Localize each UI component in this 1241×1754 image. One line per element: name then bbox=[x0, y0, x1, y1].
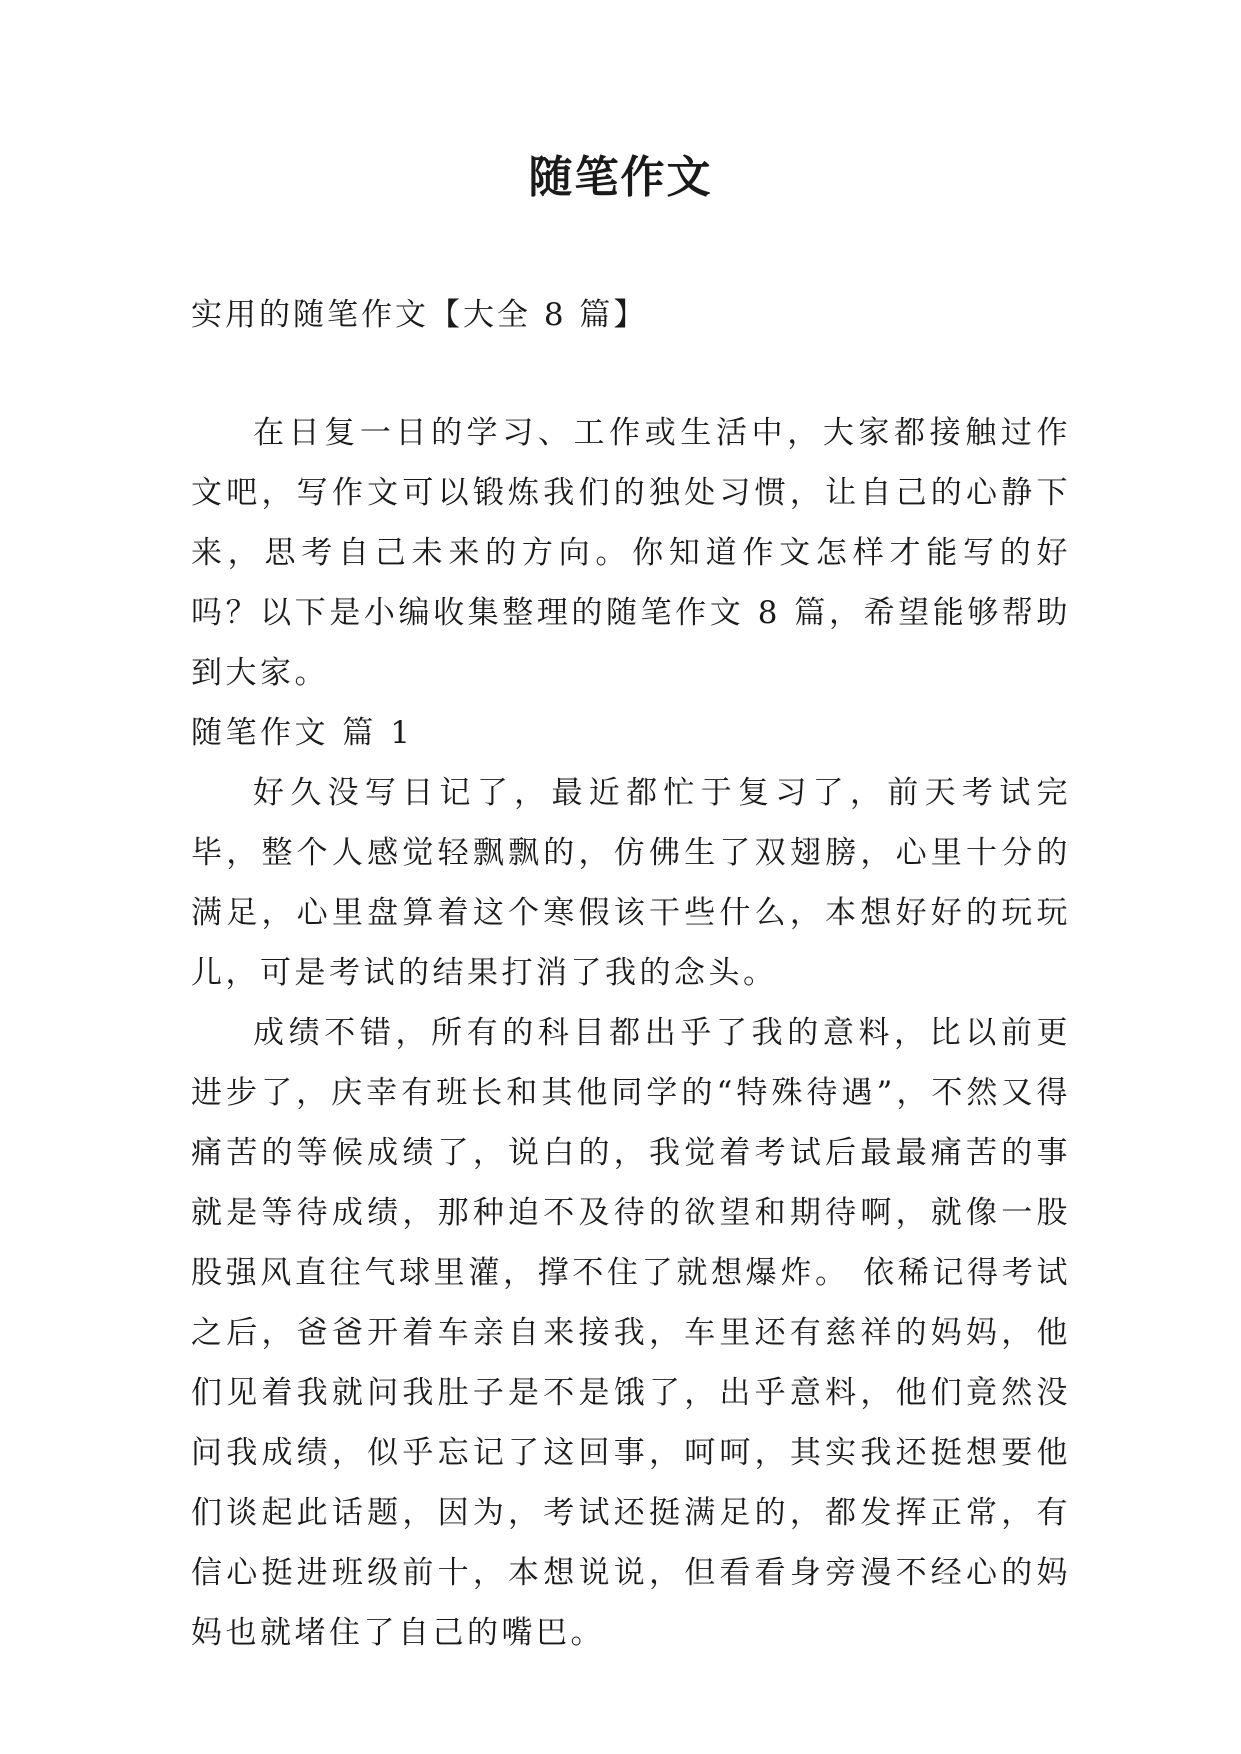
intro-paragraph: 在日复一日的学习、工作或生活中，大家都接触过作文吧，写作文可以锻炼我们的独处习惯，让自己的心静下来，思考自己未来的方向。你知道作文怎样才能写的好吗？以下是小编收集整理的随笔作文 8 篇，希望能够帮助到大家。 bbox=[191, 415, 1071, 691]
document-title: 随笔作文 bbox=[528, 152, 713, 203]
document-subtitle: 实用的随笔作文【大全 8 篇】 bbox=[191, 297, 648, 333]
body-paragraph-2: 成绩不错，所有的科目都出乎了我的意料，比以前更进步了，庆幸有班长和其他同学的“特殊待遇”，不然又得痛苦的等候成绩了，说白的，我觉着考试后最最痛苦的事就是等待成绩，那种迫不及待的欲望和期待啊，就像一股股强风直往气球里灌，撑不住了就想爆炸。 依稀记得考试之后，爸爸开着车亲自来接我，车里还有慈祥的妈妈，他们见着我就问我肚子是不是饿了，出乎意料，他们竟然没问我成绩，似乎忘记了这回事，呵呵，其实我还挺想要他们谈起此话题，因为，考试还挺满足的，都发挥正常，有信心挺进班级前十，本想说说，但看看身旁漫不经心的妈妈也就堵住了自己的嘴巴。 bbox=[191, 1015, 1071, 1651]
section-heading: 随笔作文 篇 1 bbox=[191, 715, 414, 751]
document-body bbox=[191, 403, 1071, 1663]
body-paragraph-1: 好久没写日记了，最近都忙于复习了，前天考试完毕，整个人感觉轻飘飘的，仿佛生了双翅膀，心里十分的满足，心里盘算着这个寒假该干些什么，本想好好的玩玩儿，可是考试的结果打消了我的念头。 bbox=[191, 775, 1071, 991]
